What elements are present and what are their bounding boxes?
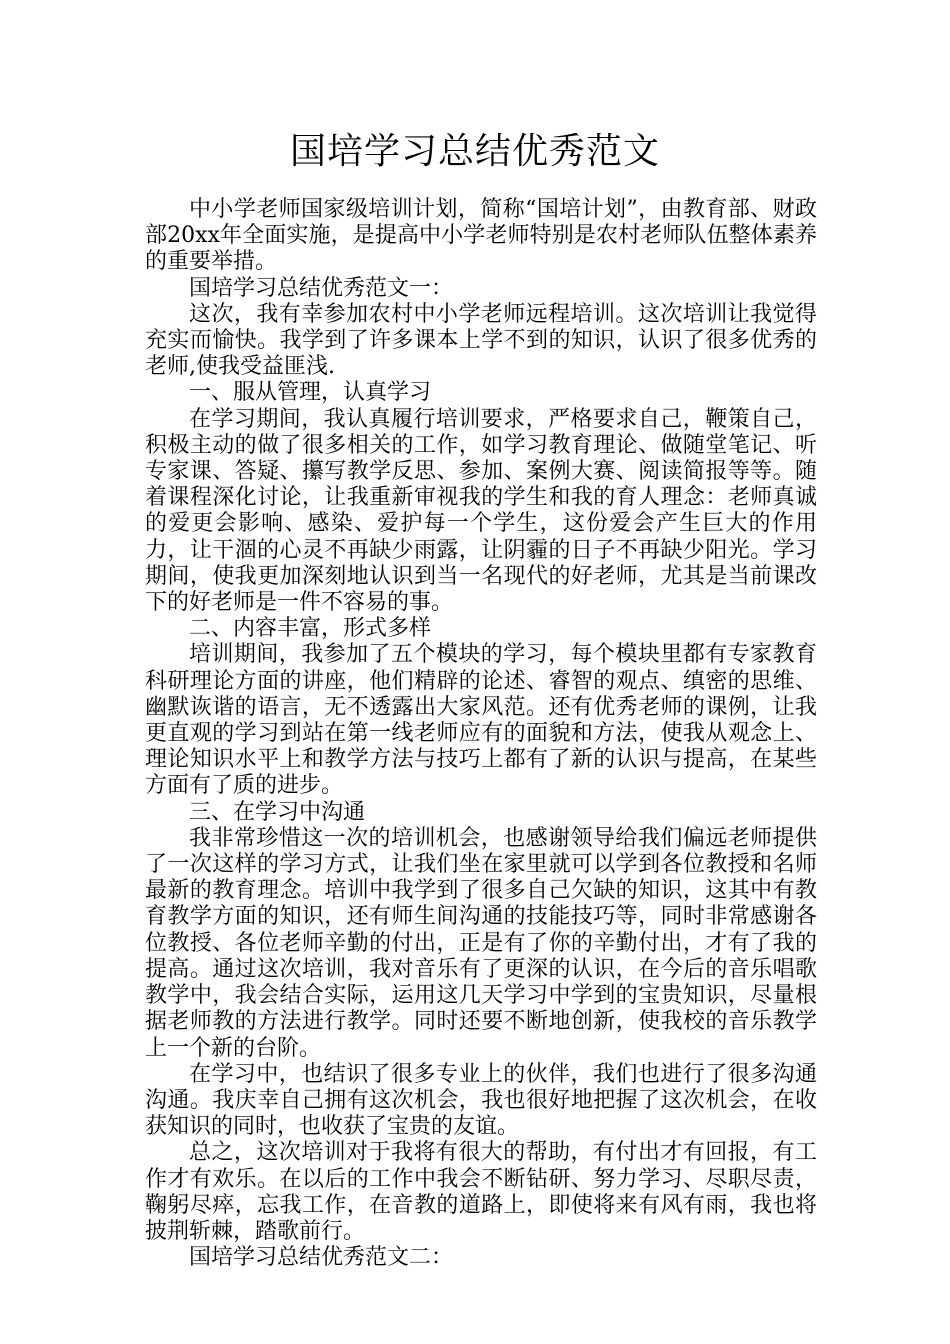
body-paragraph: 在学习期间，我认真履行培训要求，严格要求自己，鞭策自己，积极主动的做了很多相关的工作，如学习教育理论、做随堂笔记、听专家课、答疑、攥写教学反思、参加、案例大赛、阅读简报等等。随着课程深化讨论，让我重新审视我的学生和我的育人理念：老师真诚的爱更会影响、感染、爱护每一个学生，这份爱会产生巨大的作用力，让干涸的心灵不再缺少雨露，让阴霾的日子不再缺少阳光。学习期间，使我更加深刻地认识到当一名现代的好老师，尤其是当前课改下的好老师是一件不容易的事。 <box>145 406 817 616</box>
body-paragraph: 在学习中，也结识了很多专业上的伙伴，我们也进行了很多沟通沟通。我庆幸自己拥有这次机会，我也很好地把握了这次机会，在收获知识的同时，也收获了宝贵的友谊。 <box>145 1061 817 1140</box>
body-paragraph: 我非常珍惜这一次的培训机会，也感谢领导给我们偏远老师提供了一次这样的学习方式，让我们坐在家里就可以学到各位教授和名师最新的教育理念。培训中我学到了很多自己欠缺的知识，这其中有教育教学方面的知识，还有师生间沟通的技能技巧等，同时非常感谢各位教授、各位老师辛勤的付出，正是有了你的辛勤付出，才有了我的提高。通过这次培训，我对音乐有了更深的认识，在今后的音乐唱歌教学中，我会结合实际，运用这几天学习中学到的宝贵知识，尽量根据老师教的方法进行教学。同时还要不断地创新，使我校的音乐教学上一个新的台阶。 <box>145 825 817 1061</box>
document-body <box>145 197 817 1271</box>
sample-one-heading: 国培学习总结优秀范文一： <box>189 275 454 301</box>
section-heading-2: 二、内容丰富，形式多样 <box>189 616 432 642</box>
document-title: 国培学习总结优秀范文 <box>289 131 660 172</box>
body-paragraph: 这次，我有幸参加农村中小学老师远程培训。这次培训让我觉得充实而愉快。我学到了许多课本上学不到的知识，认识了很多优秀的老师,使我受益匪浅. <box>145 301 817 380</box>
sample-two-heading: 国培学习总结优秀范文二： <box>189 1245 454 1271</box>
section-heading-1: 一、服从管理，认真学习 <box>189 380 432 406</box>
conclusion-paragraph: 总之，这次培训对于我将有很大的帮助，有付出才有回报，有工作才有欢乐。在以后的工作中我会不断钻研、努力学习、尽职尽责，鞠躬尽瘁，忘我工作，在音教的道路上，即使将来有风有雨，我也将披荆斩棘，踏歌前行。 <box>145 1140 817 1244</box>
body-paragraph: 培训期间，我参加了五个模块的学习，每个模块里都有专家教育科研理论方面的讲座，他们精辟的论述、睿智的观点、缜密的思维、幽默诙谐的语言，无不透露出大家风范。还有优秀老师的课例，让我更直观的学习到站在第一线老师应有的面貌和方法，使我从观念上、理论知识水平上和教学方法与技巧上都有了新的认识与提高，在某些方面有了质的进步。 <box>145 642 817 799</box>
section-heading-3: 三、在学习中沟通 <box>189 799 366 825</box>
intro-paragraph: 中小学老师国家级培训计划，简称“国培计划”，由教育部、财政部20xx年全面实施，是提高中小学老师特别是农村老师队伍整体素养的重要举措。 <box>145 197 817 275</box>
